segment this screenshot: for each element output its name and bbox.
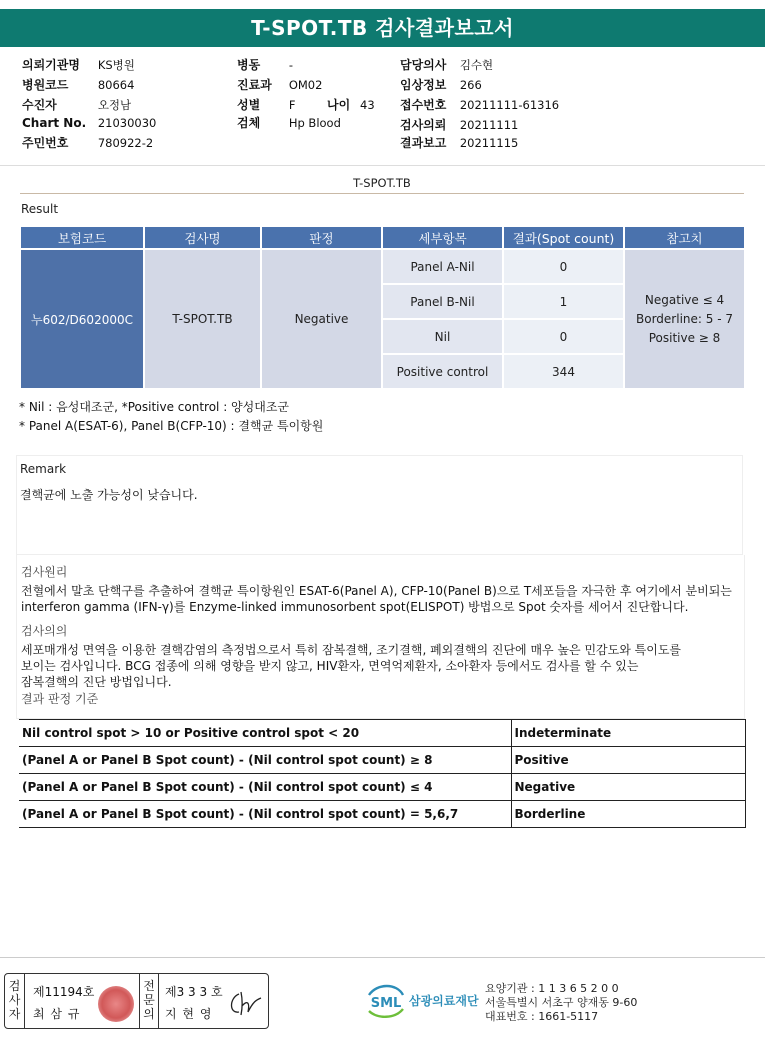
detail-item-cell: Panel B-Nil [382, 284, 503, 319]
result-value-cell: 0 [503, 249, 624, 284]
header-insurance-code: 보험코드 [20, 226, 144, 249]
header-result: 결과(Spot count) [503, 226, 624, 249]
description-box [16, 555, 745, 719]
result-value-cell: 344 [503, 354, 624, 389]
org-phone: 대표번호 : 1661-5117 [485, 1010, 599, 1023]
result-label: Result [21, 202, 59, 216]
info-patient-name: 수진자 오정남 [22, 98, 132, 112]
remark-text: 결핵균에 노출 가능성이 낮습니다. [20, 488, 198, 502]
org-code: 요양기관 : 1 1 3 6 5 2 0 0 [485, 982, 619, 995]
org-name: 삼광의료재단 [409, 994, 479, 1008]
reference-negative: Negative ≤ 4 [644, 292, 725, 307]
criteria-table [19, 719, 746, 828]
principle-label: 검사원리 [21, 565, 68, 579]
table-row [19, 774, 745, 801]
signature-box [4, 973, 269, 1029]
judgement-cell: Negative [261, 249, 382, 389]
header-test-name: 검사명 [144, 226, 261, 249]
test-name-cell: T-SPOT.TB [144, 249, 261, 389]
remark-box [16, 455, 743, 555]
insurance-code-cell: 누602/D602000C [20, 249, 144, 389]
info-hospital-code: 병원코드 80664 [22, 78, 135, 92]
criteria-result: Negative [511, 774, 745, 801]
detail-item-cell: Nil [382, 319, 503, 354]
remark-label: Remark [20, 462, 67, 476]
significance-line-2: 보이는 검사입니다. BCG 접종에 의해 영향을 받지 않고, HIV환자, 면역억제환자, 소아환자 등에서도 검사를 할 수 있는 [21, 659, 639, 673]
significance-line-3: 잠복결핵의 진단 방법입니다. [21, 675, 172, 689]
result-table [19, 225, 746, 390]
info-request-date: 검사의뢰 20211111 [400, 118, 519, 132]
specialist-license: 제3 3 3 호 [165, 985, 223, 999]
reference-borderline: Borderline: 5 - 7 [636, 311, 733, 326]
table-row [20, 249, 745, 284]
table-row [19, 747, 745, 774]
info-clinical: 임상정보 266 [400, 78, 482, 92]
org-address [485, 982, 637, 1024]
info-receipt-no: 접수번호 20211111-61316 [400, 98, 560, 112]
detail-item-cell: Panel A-Nil [382, 249, 503, 284]
criteria-condition: Nil control spot > 10 or Positive control spot < 20 [19, 720, 511, 747]
examiner-license: 제11194호 [33, 985, 95, 999]
info-chart-no: Chart No. 21030030 [22, 116, 157, 130]
principle-line-1: 전혈에서 말초 단핵구를 추출하여 결핵균 특이항원인 ESAT-6(Panel A), CFP-10(Panel B)으로 T세포들을 자극한 후 여기에서 분비되는 [21, 584, 732, 598]
criteria-condition: (Panel A or Panel B Spot count) - (Nil control spot count) ≥ 8 [19, 747, 511, 774]
examiner-name: 최 삼 규 [33, 1007, 81, 1021]
header-judgement: 판정 [261, 226, 382, 249]
report-title: T-SPOT.TB 검사결과보고서 [0, 9, 765, 47]
section-title: T-SPOT.TB [353, 176, 411, 190]
detail-item-cell: Positive control [382, 354, 503, 389]
header-reference: 참고치 [624, 226, 745, 249]
note-panel: * Panel A(ESAT-6), Panel B(CFP-10) : 결핵균 특이항원 [19, 419, 324, 433]
specialist-name: 지 현 영 [165, 1007, 213, 1021]
info-institution: 의뢰기관명 KS병원 [22, 58, 135, 72]
section-divider [20, 193, 744, 194]
role-examiner: 검 사 자 [5, 974, 25, 1028]
info-age: 나이 43 [327, 98, 375, 112]
info-report-date: 결과보고 20211115 [400, 136, 519, 150]
principle-line-2: interferon gamma (IFN-γ)를 Enzyme-linked immunosorbent spot(ELISPOT) 방법으로 Spot 숫자를 세어서 진단합니다. [21, 600, 689, 614]
criteria-condition: (Panel A or Panel B Spot count) - (Nil control spot count) ≤ 4 [19, 774, 511, 801]
criteria-result: Borderline [511, 801, 745, 828]
reference-positive: Positive ≥ 8 [648, 330, 721, 345]
divider [0, 165, 765, 166]
result-value-cell: 0 [503, 319, 624, 354]
significance-line-1: 세포매개성 면역을 이용한 결핵감염의 측정법으로서 특히 잠복결핵, 조기결핵, 폐외결핵의 진단에 매우 높은 민감도와 특이도를 [21, 643, 682, 657]
criteria-label: 결과 판정 기준 [21, 692, 99, 706]
reference-cell [624, 249, 745, 389]
info-resident-no: 주민번호 780922-2 [22, 136, 154, 150]
info-ward: 병동 - [237, 58, 293, 72]
table-row [19, 720, 745, 747]
criteria-result: Positive [511, 747, 745, 774]
significance-label: 검사의의 [21, 624, 68, 638]
result-value-cell: 1 [503, 284, 624, 319]
role-specialist: 전 문 의 [139, 974, 159, 1028]
info-department: 진료과 OM02 [237, 78, 323, 92]
result-table-header [20, 226, 745, 249]
signature-scribble [225, 988, 265, 1018]
logo-letters: SML [370, 996, 402, 1011]
table-row [19, 801, 745, 828]
patient-info [0, 54, 765, 154]
criteria-condition: (Panel A or Panel B Spot count) - (Nil control spot count) = 5,6,7 [19, 801, 511, 828]
criteria-result: Indeterminate [511, 720, 745, 747]
header-detail-item: 세부항목 [382, 226, 503, 249]
info-sex: 성별 F [237, 98, 296, 112]
seal-stamp [98, 986, 134, 1022]
info-specimen: 검체 Hp Blood [237, 116, 341, 130]
note-nil: * Nil : 음성대조군, *Positive control : 양성대조군 [19, 400, 290, 414]
sml-logo-icon [365, 981, 407, 1021]
info-doctor: 담당의사 김수현 [400, 58, 494, 72]
footer-divider [0, 957, 765, 958]
org-street: 서울특별시 서초구 양재동 9-60 [485, 996, 638, 1009]
